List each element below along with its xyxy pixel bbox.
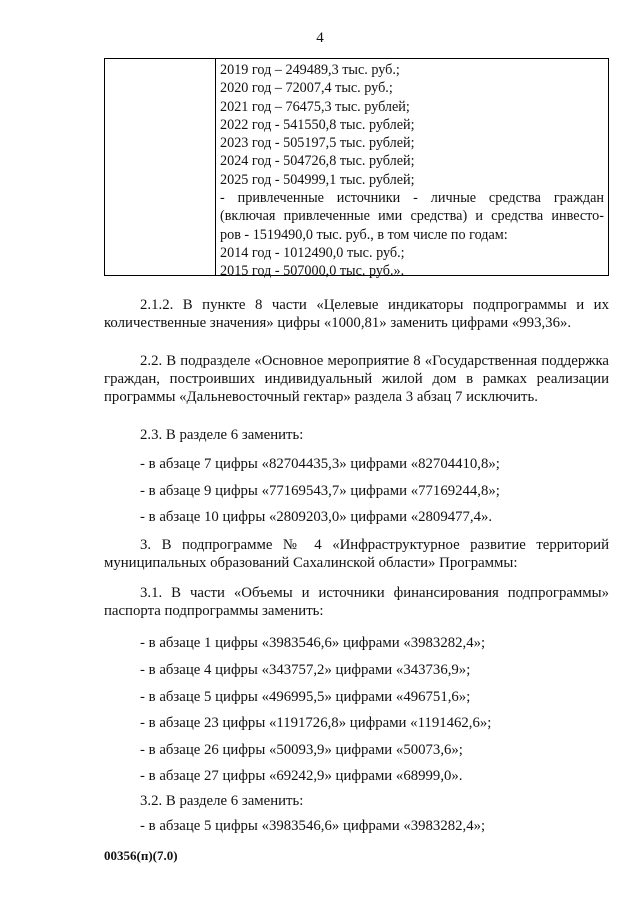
table-line: ров - 1519490,0 тыс. руб., в том числе по годам:	[220, 226, 508, 243]
table-line: (включая привлеченные ими средства) и средства инвесто-	[220, 208, 604, 225]
paragraph-3-1: 3.1. В части «Объемы и источники финансирования подпрограммы» паспорта подпрограммы заменить:	[104, 585, 609, 619]
list-item: - в абзаце 9 цифры «77169543,7» цифрами «77169244,8»;	[140, 483, 500, 499]
paragraph-2-3: 2.3. В разделе 6 заменить:	[140, 427, 304, 443]
financing-table	[104, 58, 609, 280]
paragraph-3: 3. В подпрограмме № 4 «Инфраструктурное развитие территорий муниципальных образований Сахалинской области» Программы:	[104, 537, 609, 571]
table-line: 2022 год - 541550,8 тыс. рублей;	[220, 116, 415, 133]
table-line: 2025 год - 504999,1 тыс. рублей;	[220, 171, 415, 188]
table-right-cell	[216, 59, 608, 280]
list-item: - в абзаце 27 цифры «69242,9» цифрами «68999,0».	[140, 768, 463, 784]
paragraph-2-1-2: 2.1.2. В пункте 8 части «Целевые индикаторы подпрограммы и их количественные значения» цифры «1000,81» заменить цифрами «993,36».	[104, 297, 609, 331]
table-line: - привлеченные источники - личные средства граждан	[220, 190, 604, 207]
list-item: - в абзаце 26 цифры «50093,9» цифрами «50073,6»;	[140, 742, 463, 758]
paragraph-2-2: 2.2. В подразделе «Основное мероприятие 8 «Государственная поддержка граждан, построивших индивидуальный жилой дом в рамках реализации программы «Дальневосточный гектар» раздела 3 абзац 7 исключить.	[104, 353, 609, 405]
list-item: - в абзаце 5 цифры «3983546,6» цифрами «3983282,4»;	[140, 818, 486, 834]
page-number: 4	[316, 30, 324, 46]
paragraph-3-2: 3.2. В разделе 6 заменить:	[140, 793, 304, 809]
list-item: - в абзаце 1 цифры «3983546,6» цифрами «3983282,4»;	[140, 635, 486, 651]
document-code: 00356(п)(7.0)	[104, 848, 178, 863]
list-item: - в абзаце 5 цифры «496995,5» цифрами «496751,6»;	[140, 689, 471, 705]
table-line: 2014 год - 1012490,0 тыс. руб.;	[220, 244, 405, 261]
table-line: 2019 год – 249489,3 тыс. руб.;	[220, 62, 400, 78]
table-line: 2015 год - 507000,0 тыс. руб.».	[220, 263, 405, 280]
table-line: 2021 год – 76475,3 тыс. рублей;	[220, 98, 410, 115]
table-line: 2023 год - 505197,5 тыс. рублей;	[220, 135, 415, 152]
table-line: 2024 год - 504726,8 тыс. рублей;	[220, 153, 415, 170]
list-item: - в абзаце 10 цифры «2809203,0» цифрами «2809477,4».	[140, 509, 493, 525]
table-line: 2020 год – 72007,4 тыс. руб.;	[220, 80, 393, 97]
list-item: - в абзаце 4 цифры «343757,2» цифрами «343736,9»;	[140, 662, 471, 678]
table-left-cell	[105, 59, 216, 275]
list-item: - в абзаце 7 цифры «82704435,3» цифрами «82704410,8»;	[140, 456, 500, 472]
list-item: - в абзаце 23 цифры «1191726,8» цифрами «1191462,6»;	[140, 715, 492, 731]
